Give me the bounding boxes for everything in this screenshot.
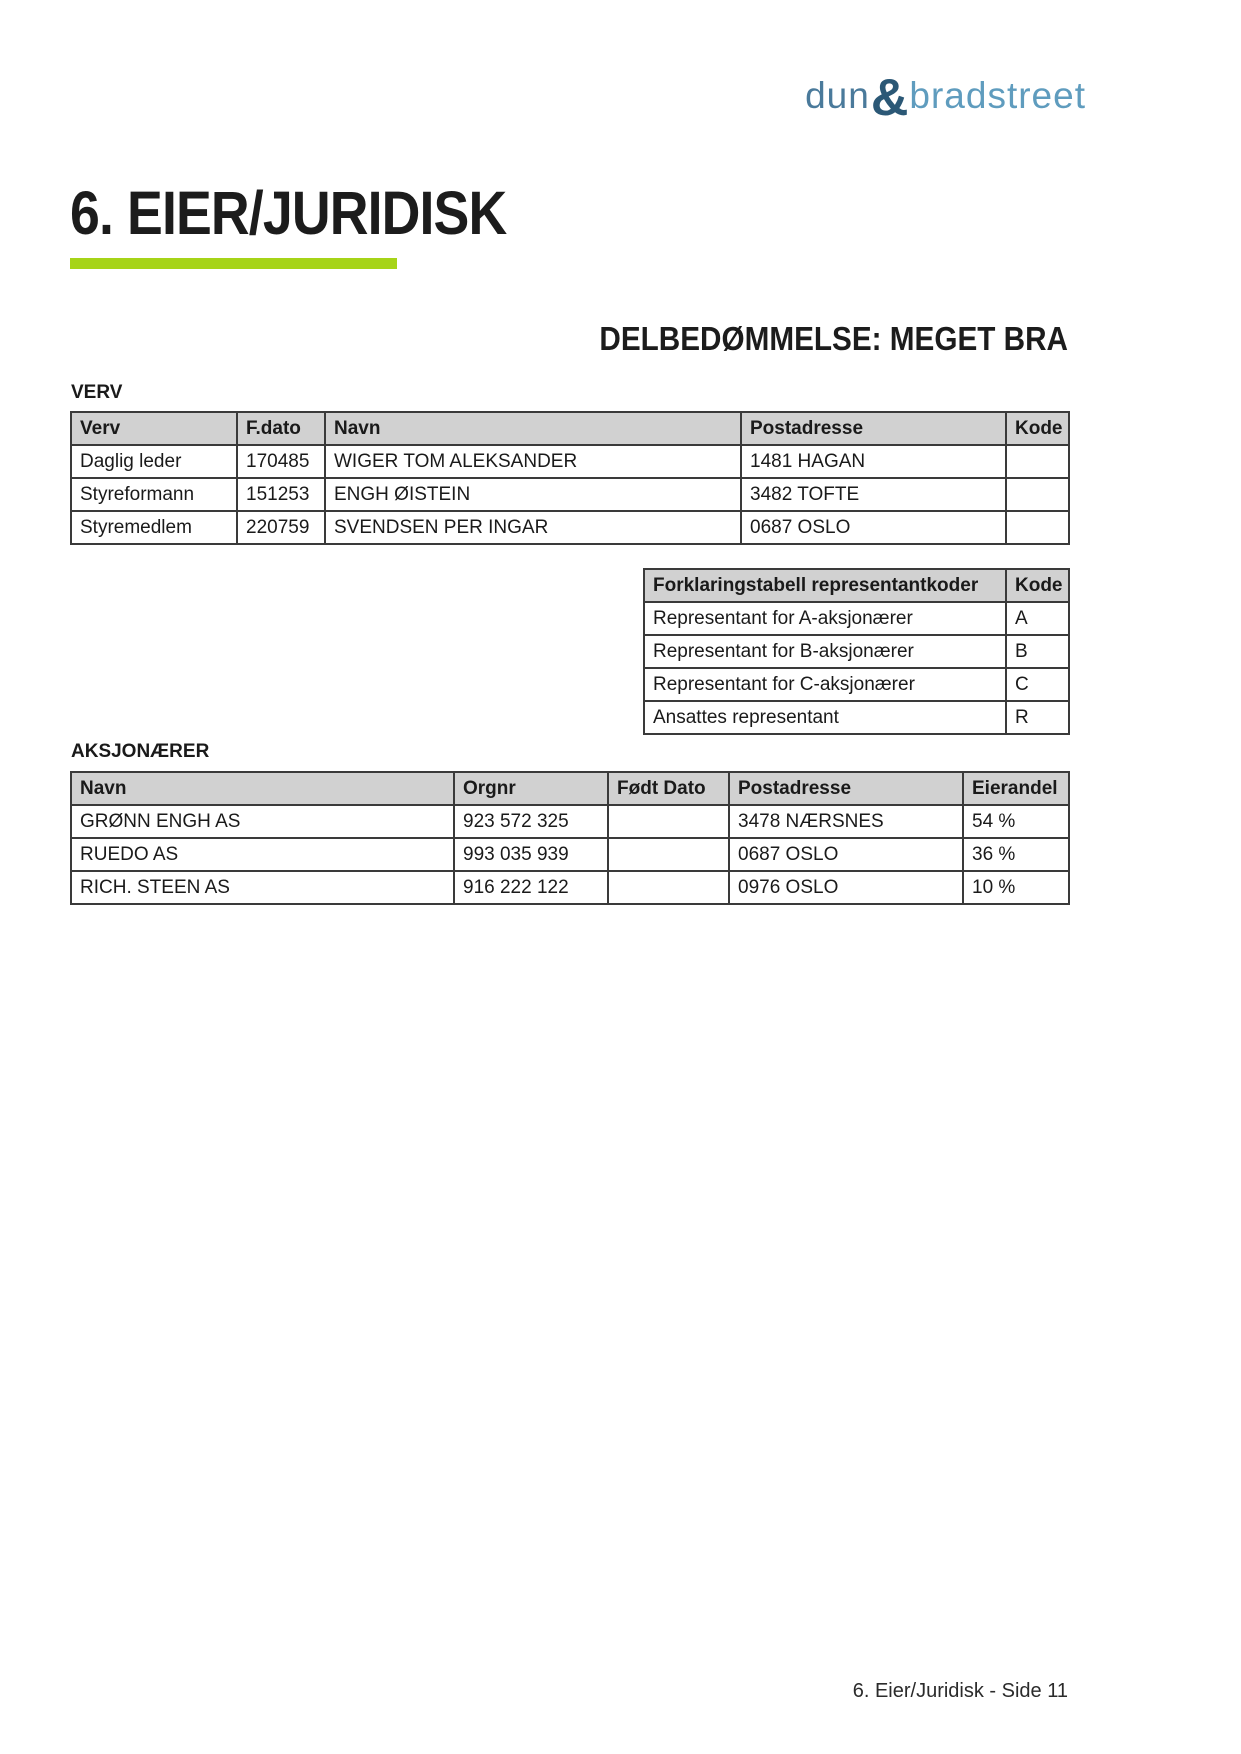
table-row	[644, 635, 1069, 668]
column-header-postadresse: Postadresse	[729, 772, 963, 805]
column-header-orgnr: Orgnr	[454, 772, 608, 805]
table-row	[71, 805, 1069, 838]
dun-bradstreet-logo	[0, 69, 1086, 127]
cell-verv: Styremedlem	[71, 511, 237, 544]
table-row	[644, 701, 1069, 734]
column-header-navn: Navn	[325, 412, 741, 445]
table-row	[644, 668, 1069, 701]
verv-section-label: VERV	[71, 382, 123, 403]
aksjonaerer-section-label: AKSJONÆRER	[71, 741, 210, 762]
column-header-eierandel: Eierandel	[963, 772, 1069, 805]
cell-navn: RICH. STEEN AS	[71, 871, 454, 904]
cell-postadresse: 0687 OSLO	[729, 838, 963, 871]
representant-koder-table	[643, 568, 1070, 735]
cell-beskrivelse: Representant for B-aksjonærer	[644, 635, 1006, 668]
cell-navn: SVENDSEN PER INGAR	[325, 511, 741, 544]
column-header-navn: Navn	[71, 772, 454, 805]
cell-navn: ENGH ØISTEIN	[325, 478, 741, 511]
cell-fodt-dato	[608, 805, 729, 838]
cell-postadresse: 3482 TOFTE	[741, 478, 1006, 511]
logo-ampersand-icon: &	[870, 69, 909, 127]
cell-navn: WIGER TOM ALEKSANDER	[325, 445, 741, 478]
table-header-row	[71, 772, 1069, 805]
table-header-row	[644, 569, 1069, 602]
column-header-kode: Kode	[1006, 569, 1069, 602]
table-row	[644, 602, 1069, 635]
cell-eierandel: 10 %	[963, 871, 1069, 904]
table-header-row	[71, 412, 1069, 445]
cell-beskrivelse: Ansattes representant	[644, 701, 1006, 734]
cell-eierandel: 54 %	[963, 805, 1069, 838]
page-title: 6. EIER/JURIDISK	[70, 179, 507, 247]
cell-postadresse: 0687 OSLO	[741, 511, 1006, 544]
cell-orgnr: 923 572 325	[454, 805, 608, 838]
table-row	[71, 478, 1069, 511]
cell-postadresse: 1481 HAGAN	[741, 445, 1006, 478]
cell-verv: Styreformann	[71, 478, 237, 511]
cell-kode: B	[1006, 635, 1069, 668]
cell-fodt-dato	[608, 838, 729, 871]
cell-kode	[1006, 478, 1069, 511]
cell-orgnr: 916 222 122	[454, 871, 608, 904]
column-header-postadresse: Postadresse	[741, 412, 1006, 445]
cell-fdato: 170485	[237, 445, 325, 478]
table-row	[71, 871, 1069, 904]
cell-postadresse: 0976 OSLO	[729, 871, 963, 904]
cell-kode	[1006, 511, 1069, 544]
cell-beskrivelse: Representant for A-aksjonærer	[644, 602, 1006, 635]
column-header-fodt-dato: Født Dato	[608, 772, 729, 805]
logo-bradstreet-text: bradstreet	[909, 75, 1086, 116]
column-header-kode: Kode	[1006, 412, 1069, 445]
cell-fdato: 151253	[237, 478, 325, 511]
title-underline-bar	[70, 258, 397, 269]
cell-fodt-dato	[608, 871, 729, 904]
cell-beskrivelse: Representant for C-aksjonærer	[644, 668, 1006, 701]
page-footer: 6. Eier/Juridisk - Side 11	[852, 1680, 1068, 1702]
aksjonaerer-table	[70, 771, 1070, 905]
table-row	[71, 511, 1069, 544]
verv-table	[70, 411, 1070, 545]
cell-orgnr: 993 035 939	[454, 838, 608, 871]
sub-assessment-heading: DELBEDØMMELSE: MEGET BRA	[599, 320, 1068, 357]
cell-kode: C	[1006, 668, 1069, 701]
column-header-forklaringstabell: Forklaringstabell representantkoder	[644, 569, 1006, 602]
cell-kode: A	[1006, 602, 1069, 635]
table-row	[71, 838, 1069, 871]
cell-verv: Daglig leder	[71, 445, 237, 478]
table-row	[71, 445, 1069, 478]
column-header-fdato: F.dato	[237, 412, 325, 445]
cell-postadresse: 3478 NÆRSNES	[729, 805, 963, 838]
column-header-verv: Verv	[71, 412, 237, 445]
cell-kode	[1006, 445, 1069, 478]
cell-fdato: 220759	[237, 511, 325, 544]
cell-kode: R	[1006, 701, 1069, 734]
cell-navn: GRØNN ENGH AS	[71, 805, 454, 838]
cell-navn: RUEDO AS	[71, 838, 454, 871]
logo-dun-text: dun	[805, 75, 870, 116]
cell-eierandel: 36 %	[963, 838, 1069, 871]
